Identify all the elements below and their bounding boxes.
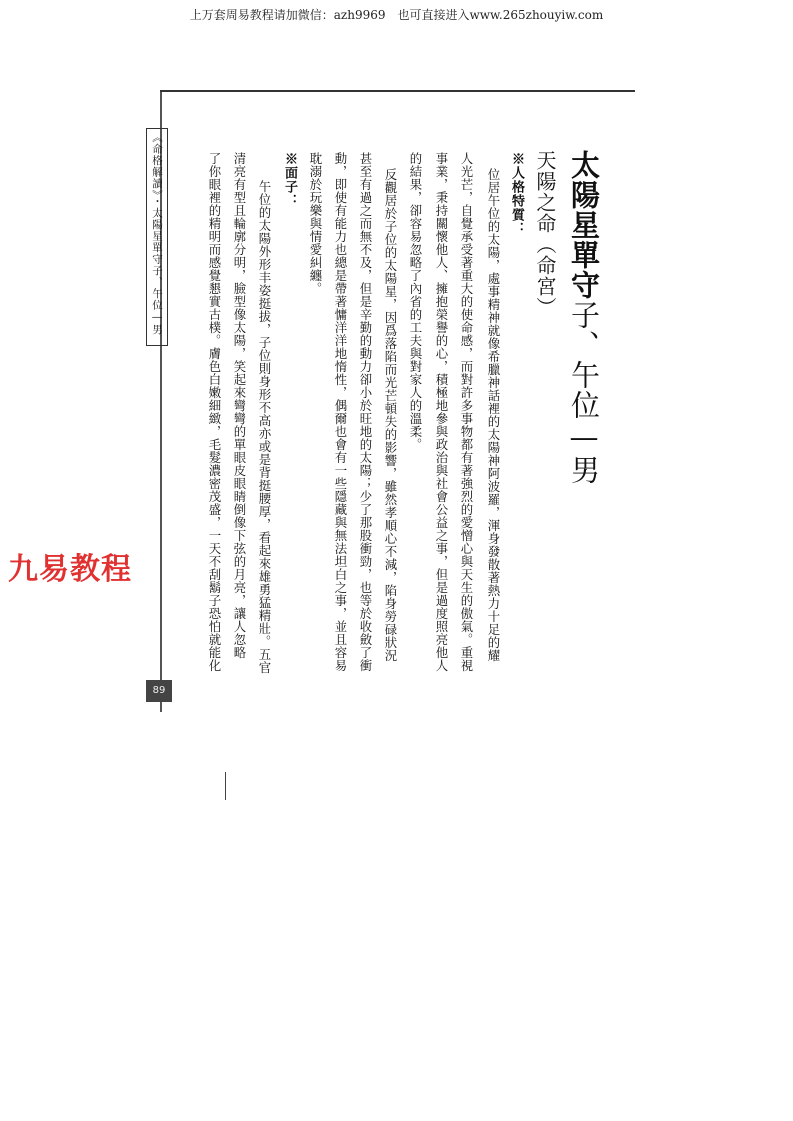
text-column: 反觀居於子位的太陽星，因爲落陷而光芒頓失的影響，雖然孝順心不減，陷身勞碌狀況 [383,168,398,662]
text-column: 午位的太陽外形丰姿挺拔，子位則身形不高亦或是背挺腰厚，看起來雄勇猛精壯。五官 [257,180,272,674]
watermark-logo: 九易教程 [8,552,132,587]
text-column: 了你眼裡的精明而感覺懇實古樸。膚色白嫩細緻，毛髮濃密茂盛，一天不刮鬍子恐怕就能化 [207,152,222,672]
text-column: 甚至有過之而無不及，但是辛勤的動力卻小於旺地的太陽；少了那股衝勁，也等於收斂了衝 [358,152,373,672]
section-heading-appearance: ※面子： [282,152,297,208]
text-column: 耽溺於玩樂與情愛糾纏。 [308,152,323,295]
chapter-title-tail: 子、午位—男 [567,300,601,485]
text-column: 位居午位的太陽，處事精神就像希臘神話裡的太陽神阿波羅，渾身發散著熱力十足的耀 [486,168,501,662]
text-column: 清亮有型且輪廓分明，臉型像太陽，笑起來彎彎的單眼皮眼睛倒像下弦的月亮，讓人忽略 [232,152,247,659]
text-column: 的結果，卻容易忽略了內省的工夫與對家人的溫柔。 [408,152,423,451]
page-number: 89 [146,680,172,702]
bottom-margin-rule [225,772,226,800]
top-rule [160,90,635,92]
text-column: 人光芒，自覺承受著重大的使命感，而對許多事物都有著強烈的愛憎心與天生的傲氣。重視 [459,152,474,672]
chapter-title-main: 太陽星單守 [567,150,601,300]
chapter-subtitle: 天陽之命（命宮） [533,150,557,318]
text-column: 動，即使有能力也總是帶著慵洋洋地惰性，偶爾也會有一些隱藏與無法坦白之事，並且容易 [333,152,348,672]
section-heading-personality: ※人格特質： [509,152,524,236]
top-banner: 上万套周易教程请加微信：azh9969 也可直接进入www.265zhouyiw.com [189,8,604,22]
text-column: 事業，秉持關懷他人、擁抱榮譽的心，積極地參與政治與社會公益之事，但是過度照亮他人 [434,152,449,672]
running-header: 《命格解讀》・太陽星單守子、午位—男 [146,128,168,346]
chapter-title [566,150,602,485]
